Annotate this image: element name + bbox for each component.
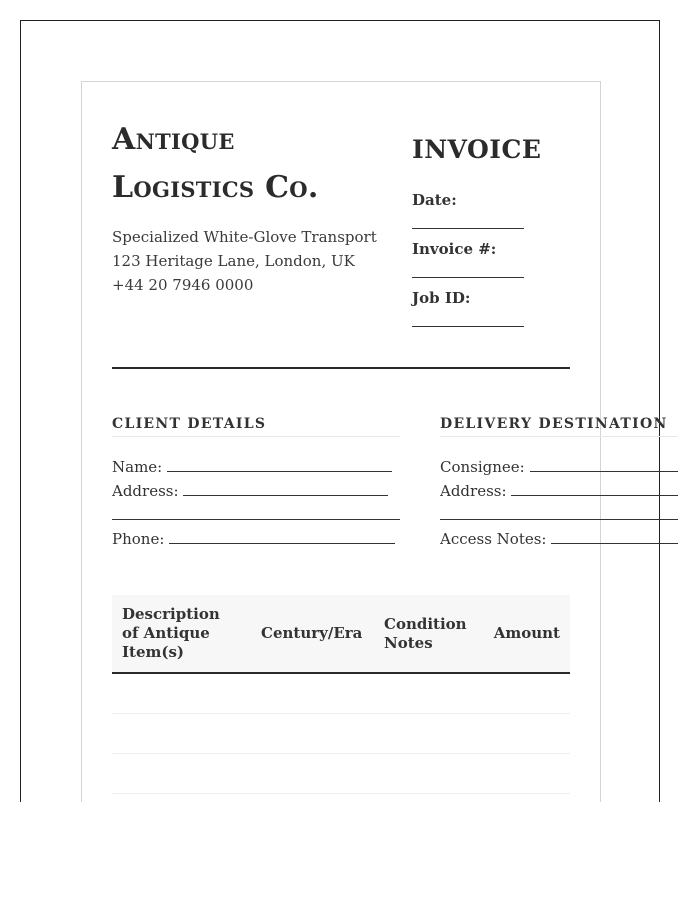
company-tagline: Specialized White-Glove Transport xyxy=(112,228,377,246)
client-phone-label: Phone: xyxy=(112,530,165,548)
access-notes-field[interactable] xyxy=(440,527,678,551)
items-table xyxy=(112,595,570,794)
company-phone: +44 20 7946 0000 xyxy=(112,276,254,294)
delivery-address-blank-2[interactable] xyxy=(440,505,678,520)
invoice-number-blank[interactable] xyxy=(412,261,524,278)
table-header-row xyxy=(112,595,570,673)
client-name-field[interactable] xyxy=(112,455,400,479)
table-row[interactable] xyxy=(112,714,570,754)
client-details-title: CLIENT DETAILS xyxy=(112,414,400,437)
date-label: Date: xyxy=(412,191,457,209)
client-address-label: Address: xyxy=(112,482,179,500)
table-row[interactable] xyxy=(112,754,570,794)
invoice-number-label: Invoice #: xyxy=(412,240,497,258)
company-name-line-1: Antique xyxy=(112,122,235,157)
delivery-address-field[interactable] xyxy=(440,479,678,503)
consignee-field[interactable] xyxy=(440,455,678,479)
job-id-blank[interactable] xyxy=(412,310,524,327)
access-notes-blank[interactable] xyxy=(551,529,678,544)
invoice-meta xyxy=(412,134,562,335)
access-notes-label: Access Notes: xyxy=(440,530,547,548)
century-era-header: Century/Era xyxy=(251,595,374,673)
consignee-label: Consignee: xyxy=(440,458,525,476)
company-address: 123 Heritage Lane, London, UK xyxy=(112,252,355,270)
description-header: Description of Antique Item(s) xyxy=(112,595,251,673)
client-address-blank[interactable] xyxy=(183,481,388,496)
client-address-field[interactable] xyxy=(112,479,400,503)
consignee-blank[interactable] xyxy=(530,457,678,472)
delivery-destination-section xyxy=(440,414,678,551)
client-details-section xyxy=(112,414,400,551)
delivery-address-label: Address: xyxy=(440,482,507,500)
company-name-line-2: Logistics Co. xyxy=(112,170,319,205)
table-row[interactable] xyxy=(112,673,570,714)
delivery-destination-title: DELIVERY DESTINATION xyxy=(440,414,678,437)
client-address-blank-2[interactable] xyxy=(112,505,400,520)
invoice-title: INVOICE xyxy=(412,135,542,164)
delivery-address-blank[interactable] xyxy=(511,481,678,496)
client-phone-blank[interactable] xyxy=(169,529,395,544)
condition-notes-header: Condition Notes xyxy=(374,595,483,673)
date-blank[interactable] xyxy=(412,212,524,229)
amount-header: Amount xyxy=(483,595,570,673)
job-id-label: Job ID: xyxy=(412,289,471,307)
client-phone-field[interactable] xyxy=(112,527,400,551)
company-name xyxy=(112,116,392,212)
company-info xyxy=(112,225,377,297)
client-address-line-2[interactable] xyxy=(112,503,400,527)
client-name-blank[interactable] xyxy=(167,457,392,472)
header-divider xyxy=(112,367,570,369)
delivery-address-line-2[interactable] xyxy=(440,503,678,527)
client-name-label: Name: xyxy=(112,458,163,476)
